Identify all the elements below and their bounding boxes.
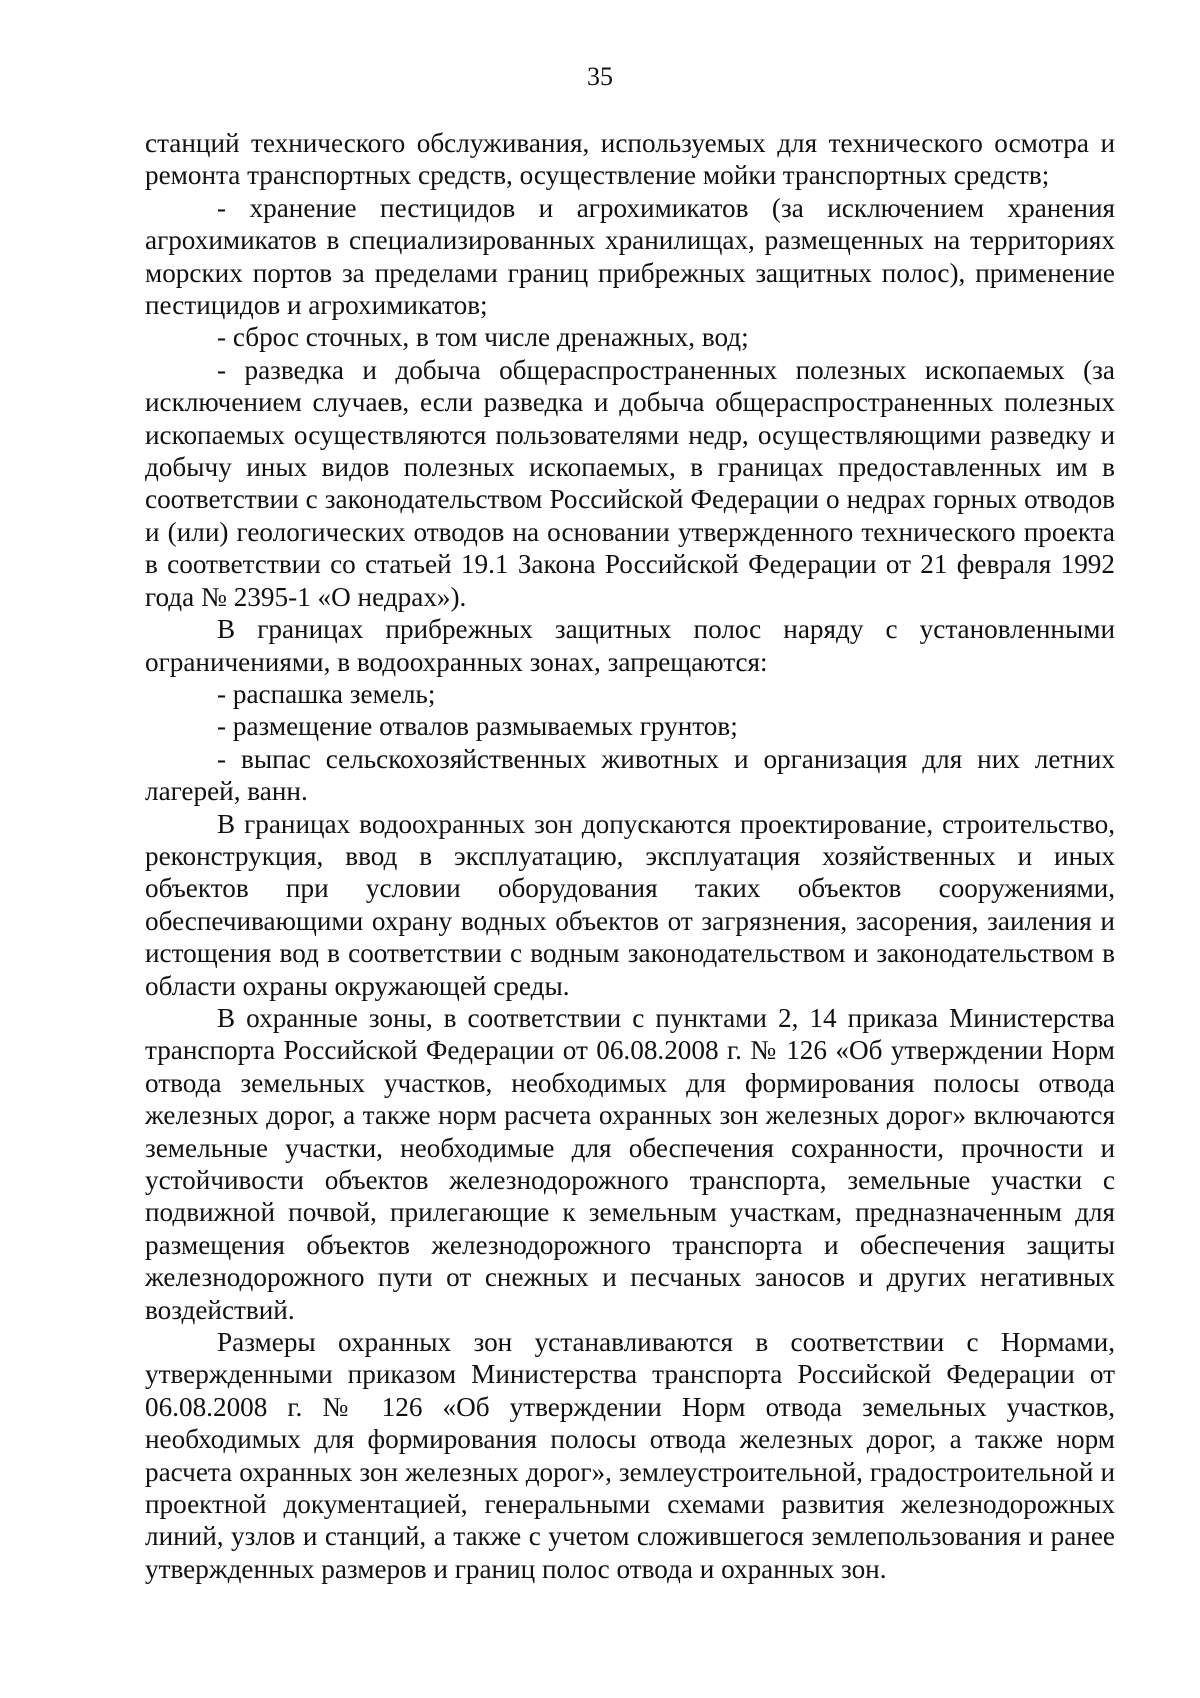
list-item-dumps: - размещение отвалов размываемых грунтов; (217, 711, 738, 742)
list-item-wastewater: - сброс сточных, в том числе дренажных, вод; (217, 322, 749, 353)
paragraph-protected-zones: В охранные зоны, в соответствии с пунктами 2, 14 приказа Министерства транспорта Российской Федерации от 06.08.2008 г. № 126 «Об утверждении Норм отвода земельных участков, необходимых для формирования полосы отвода железных дорог, а также норм расчета охранных зон железных дорог» включаются земельные участки, необходимые для обеспечения сохранности, прочности и устойчивости объектов железнодорожного транспорта, земельные участки с подвижной почвой, прилегающие к земельным участкам, предназначенным для размещения объектов железнодорожного транспорта и обеспечения защиты железнодорожного пути от снежных и песчаных заносов и других негативных воздействий. (145, 1002, 1115, 1325)
paragraph-continuation: станций технического обслуживания, используемых для технического осмотра и ремонта транспортных средств, осуществление мойки транспортных средств; (145, 128, 1115, 191)
paragraph-coastal-strips: В границах прибрежных защитных полос наряду с установленными ограничениями, в водоохранных зонах, запрещаются: (145, 614, 1115, 677)
document-body (145, 127, 1115, 1585)
paragraph-zone-sizes: Размеры охранных зон устанавливаются в соответствии с Нормами, утвержденными приказом Министерства транспорта Российской Федерации от 06.08.2008 г. № 126 «Об утверждении Норм отвода земельных участков, необходимых для формирования полосы отвода железных дорог, а также норм расчета охранных зон железных дорог», землеустроительной, градостроительной и проектной документацией, генеральными схемами развития железнодорожных линий, узлов и станций, а также с учетом сложившегося землепользования и ранее утвержденных размеров и границ полос отвода и охранных зон. (145, 1327, 1115, 1584)
page-number: 35 (587, 62, 613, 91)
list-item-pesticides: - хранение пестицидов и агрохимикатов (за исключением хранения агрохимикатов в специализированных хранилищах, размещенных на территориях морских портов за пределами границ прибрежных защитных полос), применение пестицидов и агрохимикатов; (145, 192, 1115, 321)
list-item-ploughing: - распашка земель; (217, 678, 436, 709)
list-item-grazing: - выпас сельскохозяйственных животных и организация для них летних лагерей, ванн. (145, 743, 1115, 807)
list-item-mining: - разведка и добыча общераспространенных полезных ископаемых (за исключением случаев, если разведка и добыча общераспространенных полезных ископаемых осуществляются пользователями недр, осуществляющими разведку и добычу иных видов полезных ископаемых, в границах предоставленных им в соответствии с законодательством Российской Федерации о недрах горных отводов и (или) геологических отводов на основании утвержденного технического проекта в соответствии со статьей 19.1 Закона Российской Федерации от 21 февраля 1992 года № 2395-1 «О недрах»). (145, 354, 1115, 612)
paragraph-water-protection: В границах водоохранных зон допускаются проектирование, строительство, реконструкция, ввод в эксплуатацию, эксплуатация хозяйственных и иных объектов при условии оборудования таких объектов сооружениями, обеспечивающими охрану водных объектов от загрязнения, засорения, заиления и истощения вод в соответствии с водным законодательством и законодательством в области охраны окружающей среды. (145, 808, 1115, 1001)
